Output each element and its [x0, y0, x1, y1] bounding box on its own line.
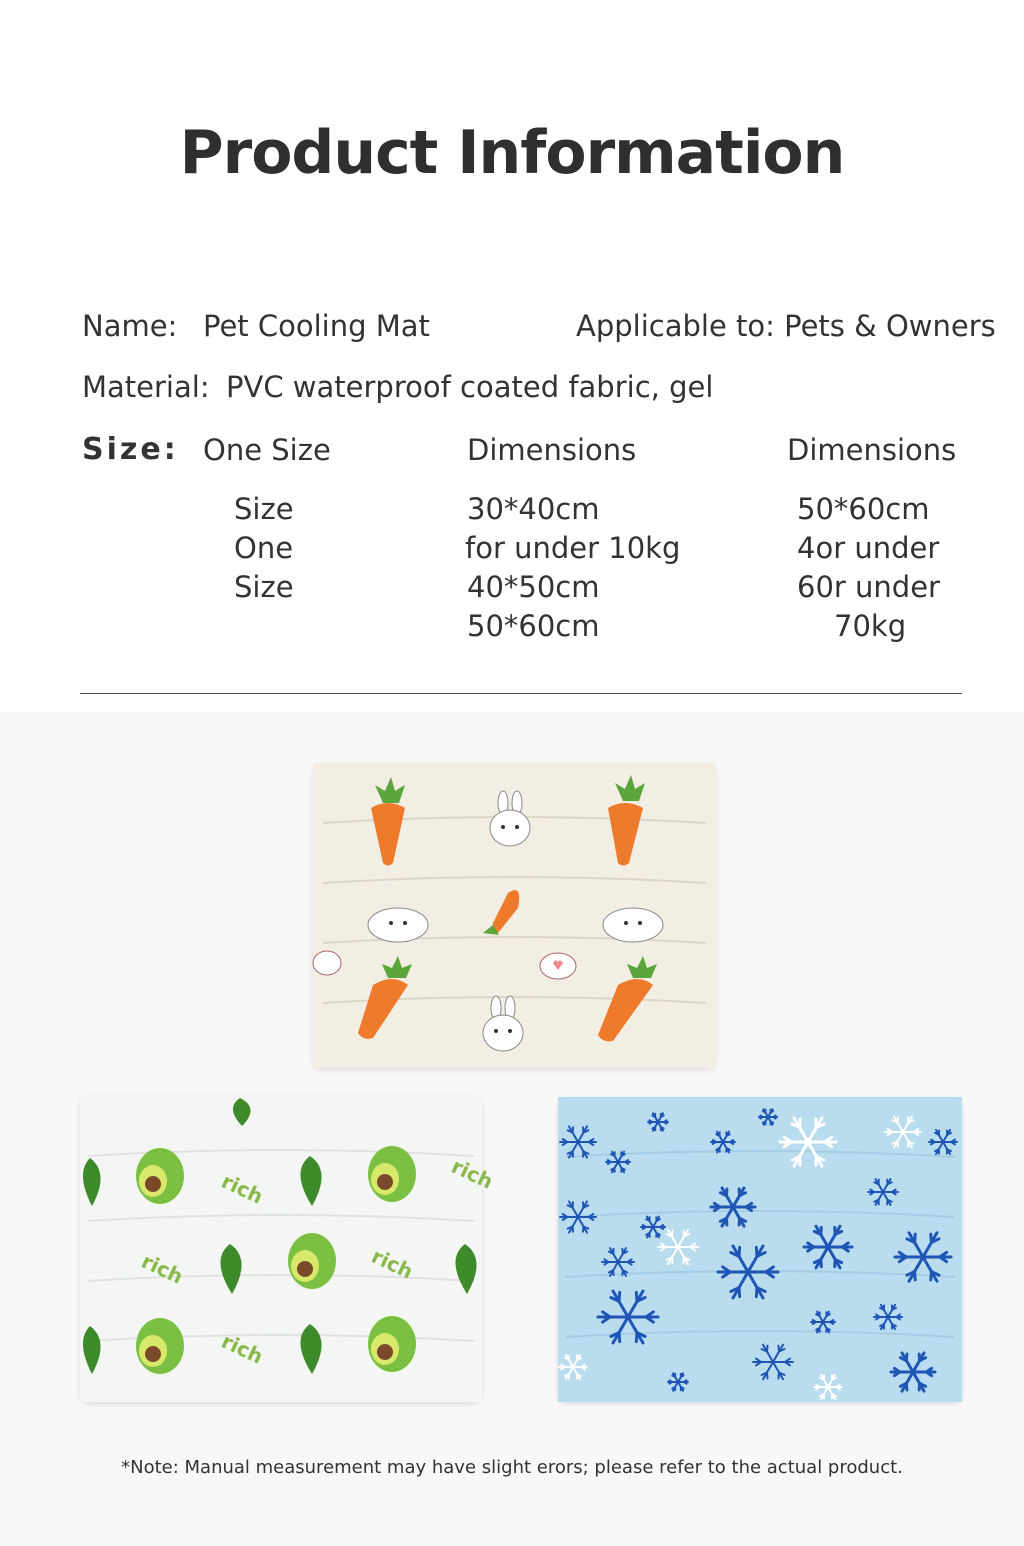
name-label: Name:	[82, 309, 178, 343]
dim-col-line: for under 10kg	[465, 531, 681, 565]
size-col-line: Size	[234, 492, 294, 526]
heart-bubble-icon	[313, 951, 341, 975]
cloud-icon	[368, 908, 428, 942]
avocado-icon	[288, 1233, 336, 1289]
avocado-icon	[368, 1316, 416, 1372]
dimensions-header-1: Dimensions	[467, 433, 637, 467]
material-label: Material:	[82, 370, 210, 404]
mat-image-carrot-bunny	[313, 763, 716, 1068]
dim-col-line: 50*60cm	[467, 609, 600, 643]
footer-note: *Note: Manual measurement may have slight erors; please refer to the actual product.	[121, 1457, 903, 1478]
material-value: PVC waterproof coated fabric, gel	[226, 370, 714, 404]
name-value: Pet Cooling Mat	[203, 309, 430, 343]
size-label: Size:	[82, 432, 179, 467]
mat-image-snowflake	[558, 1097, 962, 1402]
mat-image-avocado-leaf	[80, 1096, 497, 1402]
dim2-col-line: 60r under	[797, 570, 940, 604]
page-title: Product Information	[179, 118, 845, 188]
size-col-line: Size	[234, 570, 294, 604]
dimensions-header-2: Dimensions	[787, 433, 957, 467]
divider	[80, 693, 962, 694]
pattern-text: rich	[137, 1248, 187, 1289]
pattern-text: rich	[447, 1153, 497, 1194]
avocado-icon	[136, 1148, 184, 1204]
avocado-icon	[136, 1318, 184, 1374]
dim2-col-line: 70kg	[834, 609, 907, 643]
pattern-text: rich	[217, 1168, 267, 1209]
heart-bubble-icon	[540, 953, 576, 979]
size-col-line: One	[234, 531, 294, 565]
dim-col-line: 30*40cm	[467, 492, 600, 526]
dim2-col-line: 4or under	[797, 531, 940, 565]
avocado-icon	[368, 1146, 416, 1202]
dim-col-line: 40*50cm	[467, 570, 600, 604]
pattern-text: rich	[367, 1243, 417, 1284]
cloud-icon	[603, 908, 663, 942]
applicable-to: Applicable to: Pets & Owners	[576, 309, 996, 343]
pattern-text: rich	[217, 1328, 267, 1369]
size-value: One Size	[203, 433, 331, 467]
dim2-col-line: 50*60cm	[797, 492, 930, 526]
